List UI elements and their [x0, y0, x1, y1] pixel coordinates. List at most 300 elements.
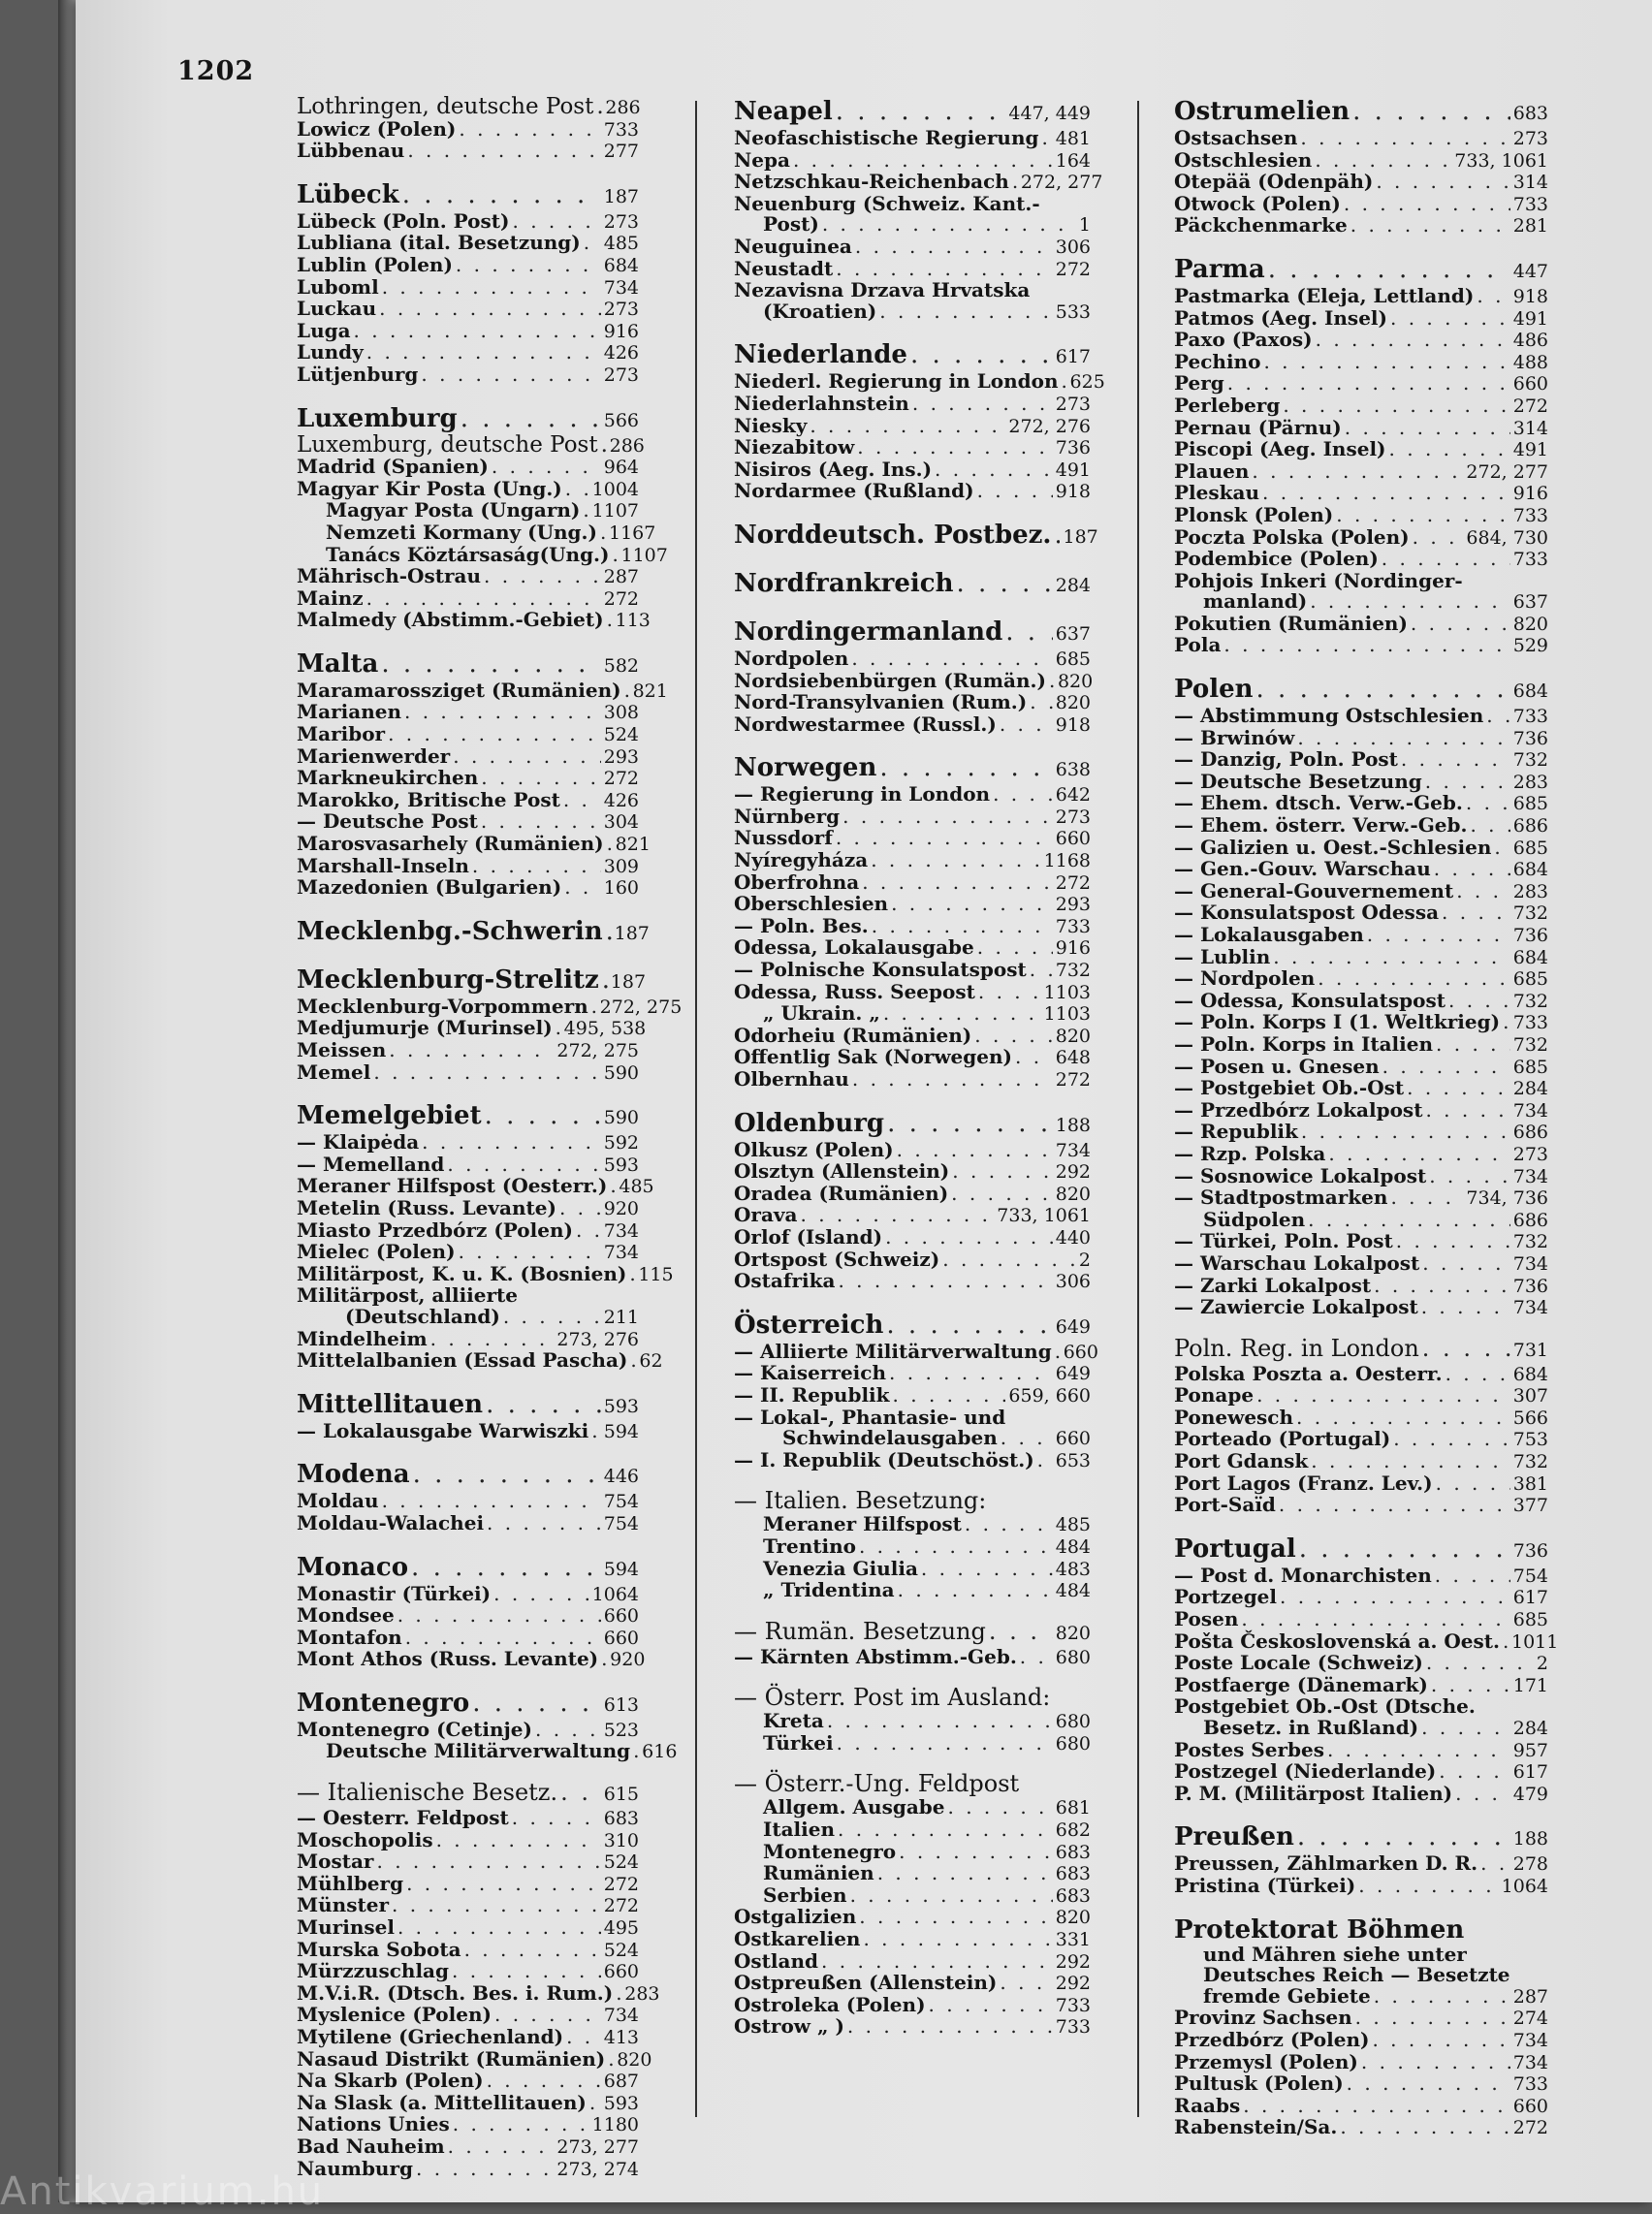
- index-entry: [734, 937, 1091, 960]
- dot-leader: [397, 1605, 601, 1627]
- dot-leader: [827, 1711, 1053, 1732]
- index-entry: [297, 1242, 639, 1264]
- dot-leader: [1407, 1078, 1510, 1099]
- index-entry: [1174, 502, 1548, 527]
- dot-leader: [388, 724, 601, 745]
- page-ref: 733: [1512, 504, 1548, 526]
- dot-leader: [883, 1003, 1041, 1025]
- page-ref: 113: [615, 610, 651, 632]
- entry-term: Preußen: [1174, 1822, 1294, 1852]
- index-entry: [1174, 591, 1548, 614]
- entry-term: Ostrow „ ): [734, 2014, 844, 2039]
- dot-leader: [565, 479, 589, 500]
- page-ref: 615: [603, 1784, 639, 1806]
- dot-leader: [857, 437, 1052, 459]
- index-entry: [297, 1605, 639, 1628]
- index-heading: [734, 1311, 1091, 1342]
- dot-leader: [492, 457, 601, 478]
- entry-term: Raabs: [1174, 2093, 1241, 2117]
- entry-term: Memelgebiet: [297, 1101, 482, 1131]
- dot-leader: [1455, 1784, 1510, 1805]
- page-ref: 495: [603, 1917, 639, 1940]
- entry-term: — Lublin: [1174, 944, 1271, 968]
- index-entry: [1174, 1250, 1548, 1276]
- dot-leader: [1446, 1364, 1510, 1385]
- page-ref: 524: [603, 724, 639, 746]
- index-entry: [734, 1249, 1091, 1272]
- page-ref: 533: [1055, 300, 1091, 323]
- page-ref: 594: [603, 1420, 639, 1442]
- index-entry: [1174, 1097, 1548, 1123]
- page-ref: 310: [603, 1829, 639, 1851]
- page-ref: 734: [1512, 2029, 1548, 2051]
- index-entry: [734, 481, 1091, 503]
- page-ref: 187: [614, 922, 650, 944]
- entry-term: Neofaschistische Regierung: [734, 126, 1039, 149]
- page-ref: 736: [1512, 1275, 1548, 1297]
- index-entry: [734, 850, 1091, 872]
- dot-leader: [886, 1311, 1052, 1340]
- dot-leader: [563, 790, 601, 811]
- dot-leader: [1297, 728, 1509, 749]
- entry-term: Olsztyn (Allenstein): [734, 1159, 950, 1184]
- entry-term: Lübeck (Poln. Post): [297, 208, 510, 233]
- index-entry: [1174, 483, 1548, 505]
- dot-leader: [487, 1513, 601, 1534]
- index-entry: [734, 1819, 1091, 1842]
- dot-leader: [461, 404, 601, 433]
- index-entry: [734, 1711, 1091, 1733]
- entry-term: — Österr.-Ung. Feldpost: [734, 1770, 1020, 1798]
- page-ref: 820: [1055, 1183, 1091, 1205]
- dot-leader: [893, 1385, 1006, 1407]
- dot-leader: [977, 937, 1053, 959]
- dot-leader: [1000, 714, 1053, 736]
- index-entry: [734, 1514, 1091, 1536]
- index-entry: [297, 1491, 639, 1513]
- index-entry: [297, 811, 639, 834]
- entry-term: Deutsches Reich — Besetzte: [1203, 1963, 1510, 1987]
- index-entry: [297, 724, 639, 746]
- dot-leader: [1429, 1166, 1510, 1187]
- index-entry: [297, 2071, 639, 2093]
- index-entry: [734, 668, 1094, 693]
- index-heading: [1174, 1822, 1548, 1853]
- page-ref: 485: [619, 1176, 654, 1198]
- entry-term: — Memelland: [297, 1152, 445, 1176]
- index-entry: [734, 301, 1091, 324]
- page-ref: 642: [1055, 784, 1091, 807]
- page-ref: 188: [1512, 1828, 1548, 1850]
- dot-leader: [850, 1885, 1053, 1907]
- dot-leader: [855, 237, 1053, 258]
- page-ref: 314: [1512, 417, 1548, 439]
- page-ref: 272: [1512, 2117, 1548, 2139]
- dot-leader: [1435, 1566, 1510, 1587]
- entry-term: Polen: [1174, 675, 1254, 705]
- page-ref: 524: [603, 1939, 639, 1961]
- dot-leader: [852, 1069, 1053, 1091]
- index-entry: [1174, 461, 1548, 484]
- dot-leader: [851, 648, 1052, 670]
- entry-term: Nepa: [734, 147, 790, 172]
- index-heading: [297, 180, 639, 211]
- dot-leader: [413, 1460, 601, 1489]
- dot-leader: [608, 2049, 614, 2071]
- page-ref: 754: [1512, 1565, 1548, 1587]
- dot-leader: [801, 1205, 995, 1226]
- entry-term: Pohjois Inkeri (Nordinger-: [1174, 568, 1463, 592]
- page-ref: 484: [1055, 1535, 1091, 1558]
- index-entry: [734, 1271, 1091, 1293]
- entry-term: — Kärnten Abstimm.-Geb.: [734, 1644, 1017, 1668]
- page-ref: 733: [1512, 2073, 1548, 2096]
- index-entry: [297, 252, 639, 277]
- dot-leader: [629, 1264, 635, 1285]
- dot-leader: [1336, 505, 1510, 526]
- entry-term: — II. Republik: [734, 1382, 890, 1407]
- index-entry: [734, 1003, 1091, 1026]
- entry-term: — Posen u. Gnesen: [1174, 1054, 1380, 1078]
- entry-term: Lübbenau: [297, 139, 405, 163]
- page-ref: 523: [603, 1719, 639, 1741]
- entry-term: — Oesterr. Feldpost: [297, 1806, 509, 1830]
- dot-leader: [392, 1895, 601, 1916]
- index-entry: [734, 1224, 1091, 1249]
- page-ref: 820: [1055, 1907, 1091, 1929]
- index-entry: [1174, 1672, 1548, 1697]
- page-number: 1202: [177, 56, 255, 86]
- entry-term: — Galizien u. Oest.-Schlesien: [1174, 835, 1492, 859]
- index-entry: [1174, 128, 1548, 150]
- dot-leader: [793, 150, 1053, 172]
- dot-leader: [601, 1649, 607, 1670]
- entry-term: Przedbórz (Polen): [1174, 2027, 1370, 2051]
- entry-term: Pechino: [1174, 349, 1261, 373]
- entry-term: Nordfrankreich: [734, 568, 954, 598]
- entry-term: — Ehem. dtsch. Verw.-Geb.: [1174, 791, 1463, 815]
- entry-term: Port Lagos (Franz. Lev.): [1174, 1471, 1433, 1495]
- dot-leader: [556, 1018, 561, 1039]
- dot-leader: [416, 2159, 554, 2180]
- index-entry: [297, 1304, 639, 1329]
- index-entry: [297, 1895, 639, 1917]
- index-entry: [297, 1779, 639, 1808]
- dot-leader: [1263, 352, 1509, 373]
- entry-term: Oberschlesien: [734, 892, 889, 916]
- page-ref: 426: [603, 342, 639, 364]
- entry-term: Lublin (Polen): [297, 252, 453, 276]
- index-entry: [1174, 769, 1548, 794]
- dot-leader: [472, 1689, 600, 1718]
- index-entry: [1174, 2049, 1548, 2074]
- entry-term: Österreich: [734, 1310, 884, 1340]
- dot-leader: [1439, 1761, 1509, 1783]
- dot-leader: [566, 2027, 601, 2048]
- entry-term: Nyíregyháza: [734, 848, 869, 872]
- page-ref: 734: [603, 276, 639, 299]
- index-entry: [297, 476, 639, 501]
- dot-leader: [1227, 373, 1510, 395]
- index-entry: [297, 1625, 639, 1650]
- page-ref: 821: [615, 834, 651, 856]
- page-ref: 820: [1055, 692, 1091, 714]
- entry-term: Rumänien: [763, 1861, 874, 1885]
- entry-term: Na Skarb (Polen): [297, 2069, 484, 2093]
- page-ref: 426: [603, 789, 639, 811]
- page-ref: 590: [603, 1061, 639, 1084]
- page-ref: 331: [1055, 1929, 1091, 1951]
- dot-leader: [1037, 1450, 1053, 1471]
- dot-leader: [1243, 2096, 1509, 2117]
- index-entry: [734, 1382, 1091, 1407]
- dot-leader: [1283, 395, 1509, 417]
- entry-term: — Deutsche Besetzung: [1174, 769, 1422, 793]
- entry-term: Mondsee: [297, 1603, 395, 1628]
- page-ref: 479: [1512, 1783, 1548, 1805]
- page-ref: 680: [1055, 1646, 1091, 1668]
- entry-term: Marosvasarhely (Rumänien): [297, 832, 604, 856]
- index-entry: [1174, 1054, 1548, 1079]
- index-entry: [1174, 349, 1548, 374]
- page-ref: 272: [603, 1895, 639, 1917]
- index-entry: [1174, 1385, 1548, 1407]
- index-entry: [734, 170, 1103, 194]
- page-ref: 660: [1055, 828, 1091, 850]
- dot-leader: [1361, 2052, 1510, 2073]
- entry-term: Madrid (Spanien): [297, 455, 489, 479]
- page-ref: 274: [1512, 2008, 1548, 2030]
- dot-leader: [1311, 1451, 1509, 1472]
- entry-term: Port Gdansk: [1174, 1449, 1309, 1473]
- page-ref: 593: [603, 1395, 639, 1417]
- dot-leader: [596, 97, 602, 118]
- page-ref: 734: [1512, 1297, 1548, 1319]
- index-entry: [1174, 1163, 1548, 1188]
- page-ref: 625: [1069, 371, 1105, 394]
- dot-leader: [1347, 2073, 1510, 2095]
- entry-term: Marokko, Britische Post: [297, 787, 560, 811]
- entry-term: Meraner Hilfspost (Oesterr.): [297, 1174, 608, 1198]
- entry-term: (Deutschland): [345, 1304, 500, 1328]
- page-ref: 272: [1055, 871, 1091, 894]
- index-entry: [734, 1839, 1091, 1864]
- dot-leader: [877, 1863, 1053, 1884]
- entry-term: Ostpreußen (Allenstein): [734, 1971, 998, 1995]
- index-entry: [297, 342, 639, 364]
- page-ref: 732: [1512, 1231, 1548, 1253]
- page-ref: 617: [1055, 346, 1091, 368]
- dot-leader: [1422, 1335, 1510, 1362]
- dot-leader: [1350, 215, 1510, 237]
- dot-leader: [382, 1491, 601, 1512]
- page-ref: 734: [603, 2005, 639, 2027]
- dot-leader: [1223, 635, 1509, 656]
- index-entry: [734, 872, 1091, 895]
- index-entry: [734, 1618, 1091, 1647]
- entry-term: — Poln. Bes.: [734, 913, 869, 937]
- entry-term: — General-Gouvernement: [1174, 878, 1454, 902]
- dot-leader: [1279, 1495, 1510, 1516]
- dot-leader: [1448, 991, 1510, 1012]
- dot-leader: [576, 1220, 601, 1242]
- index-entry: [297, 1827, 639, 1852]
- index-entry: [297, 2046, 652, 2072]
- index-entry: [734, 437, 1091, 459]
- entry-term: Protektorat Böhmen: [1174, 1914, 1465, 1945]
- index-entry: [297, 1326, 639, 1351]
- entry-term: Nussdorf: [734, 826, 833, 850]
- index-entry: [1174, 859, 1548, 881]
- index-entry: [297, 364, 639, 387]
- dot-leader: [1055, 1342, 1061, 1363]
- dot-leader: [472, 856, 601, 877]
- dot-leader: [624, 680, 630, 702]
- index-entry: [1174, 2093, 1548, 2118]
- entry-term: Myslenice (Polen): [297, 2003, 492, 2027]
- index-entry: [734, 280, 1091, 301]
- entry-term: P. M. (Militärpost Italien): [1174, 1781, 1453, 1805]
- dot-leader: [1382, 1057, 1510, 1078]
- page-ref: 920: [603, 1197, 639, 1219]
- index-entry: [734, 1363, 1091, 1385]
- index-entry: [734, 714, 1091, 737]
- dot-leader: [942, 1249, 1076, 1271]
- page-ref: 660: [1063, 1341, 1098, 1363]
- page-ref: 306: [1055, 1271, 1091, 1293]
- dot-leader: [1411, 614, 1510, 635]
- entry-term: Nordarmee (Rußland): [734, 479, 974, 503]
- page-ref: 2: [1078, 1249, 1091, 1271]
- page-ref: 683: [603, 1808, 639, 1830]
- dot-leader: [1299, 1534, 1510, 1564]
- entry-term: Luboml: [297, 274, 379, 299]
- dot-leader: [1318, 968, 1509, 990]
- index-entry: [1174, 1609, 1548, 1631]
- entry-term: Tanács Köztársaság(Ung.): [326, 542, 610, 566]
- dot-leader: [1352, 97, 1510, 126]
- page-ref: 680: [1055, 1732, 1091, 1755]
- index-entry: [734, 1580, 1091, 1602]
- entry-term: Päckchenmarke: [1174, 213, 1348, 237]
- dot-leader: [453, 2114, 589, 2135]
- entry-term: Magyar Kir Posta (Ung.): [297, 476, 562, 500]
- index-entry: [1174, 749, 1548, 772]
- index-heading: [297, 916, 650, 948]
- entry-term: Ponewesch: [1174, 1405, 1294, 1429]
- page-ref: 306: [1055, 236, 1091, 258]
- index-entry: [734, 784, 1091, 807]
- index-heading: [734, 753, 1091, 784]
- dot-leader: [407, 141, 600, 162]
- entry-term: Ostsachsen: [1174, 126, 1298, 149]
- entry-term: Otepää (Odenpäh): [1174, 170, 1374, 194]
- page-ref: 732: [1512, 749, 1548, 772]
- page-ref: 314: [1512, 172, 1548, 194]
- dot-leader: [1256, 675, 1510, 704]
- entry-term: Pola: [1174, 633, 1222, 657]
- page-ref: 736: [1512, 727, 1548, 749]
- dot-leader: [1262, 483, 1510, 504]
- index-entry: [297, 585, 639, 611]
- page-ref: 732: [1055, 960, 1091, 982]
- entry-term: Schwindelausgaben: [782, 1426, 998, 1450]
- index-entry: [297, 1132, 639, 1154]
- dot-leader: [376, 1851, 600, 1873]
- page-ref: 278: [1512, 1853, 1548, 1876]
- dot-leader: [836, 828, 1053, 849]
- index-entry: [297, 1871, 639, 1896]
- index-entry: [297, 2005, 639, 2027]
- index-heading: [734, 520, 1098, 552]
- page-ref: 272: [1512, 395, 1548, 417]
- index-entry: [297, 787, 639, 812]
- index-entry: [734, 391, 1091, 416]
- entry-term: Ostland: [734, 1948, 819, 1973]
- page-ref: 272: [1055, 258, 1091, 280]
- page-ref: 273, 274: [556, 2158, 639, 2180]
- page-ref: 481: [1055, 128, 1091, 149]
- page-ref: 187: [603, 185, 639, 207]
- dot-leader: [1344, 194, 1510, 215]
- page-ref: 1180: [591, 2114, 639, 2136]
- entry-term: Nasaud Distrikt (Rumänien): [297, 2046, 606, 2071]
- page-ref: 649: [1055, 1363, 1091, 1385]
- page-ref: 660: [1055, 1428, 1091, 1450]
- dot-leader: [838, 1819, 1053, 1841]
- page-ref: 273: [1055, 806, 1091, 828]
- entry-term: — Kaiserreich: [734, 1361, 887, 1385]
- index-heading: [1174, 97, 1548, 128]
- page-ref: 733: [1512, 193, 1548, 215]
- page-ref: 659, 660: [1008, 1384, 1091, 1407]
- dot-leader: [1297, 1822, 1510, 1851]
- dot-leader: [1372, 2030, 1509, 2051]
- entry-term: Orlof (Island): [734, 1224, 883, 1249]
- page-ref: 1: [1078, 214, 1091, 237]
- entry-term: — Warschau Lokalpost: [1174, 1250, 1420, 1275]
- index-heading: [1174, 1534, 1548, 1566]
- index-entry: [1174, 1718, 1548, 1740]
- index-entry: [1174, 1629, 1559, 1654]
- index-entry: [734, 459, 1091, 482]
- page-ref: 964: [603, 457, 639, 479]
- dot-leader: [1367, 925, 1510, 946]
- page-ref: 820: [1057, 670, 1094, 692]
- dot-leader: [602, 965, 608, 995]
- dot-leader: [1376, 172, 1509, 193]
- entry-term: Lübeck: [297, 179, 399, 209]
- index-entry: [734, 1730, 1091, 1755]
- page-ref: 287: [603, 566, 639, 588]
- entry-term: (Kroatien): [763, 299, 877, 323]
- entry-term: Marianen: [297, 700, 401, 724]
- entry-term: Lowicz (Polen): [297, 116, 457, 141]
- dot-leader: [560, 1779, 601, 1806]
- dot-leader: [607, 834, 613, 855]
- entry-term: Nord-Transylvanien (Rum.): [734, 690, 1028, 714]
- index-entry: [1174, 395, 1548, 418]
- dot-leader: [381, 649, 600, 679]
- page-ref: 820: [617, 2048, 652, 2071]
- index-entry: [734, 2016, 1091, 2039]
- page-ref: 684: [1512, 946, 1548, 968]
- dot-leader: [935, 459, 1053, 481]
- page-ref: 733: [1055, 1994, 1091, 2016]
- entry-term: Pristina (Türkei): [1174, 1873, 1356, 1897]
- page-ref: 680: [1055, 1711, 1091, 1733]
- index-entry: [1174, 305, 1548, 331]
